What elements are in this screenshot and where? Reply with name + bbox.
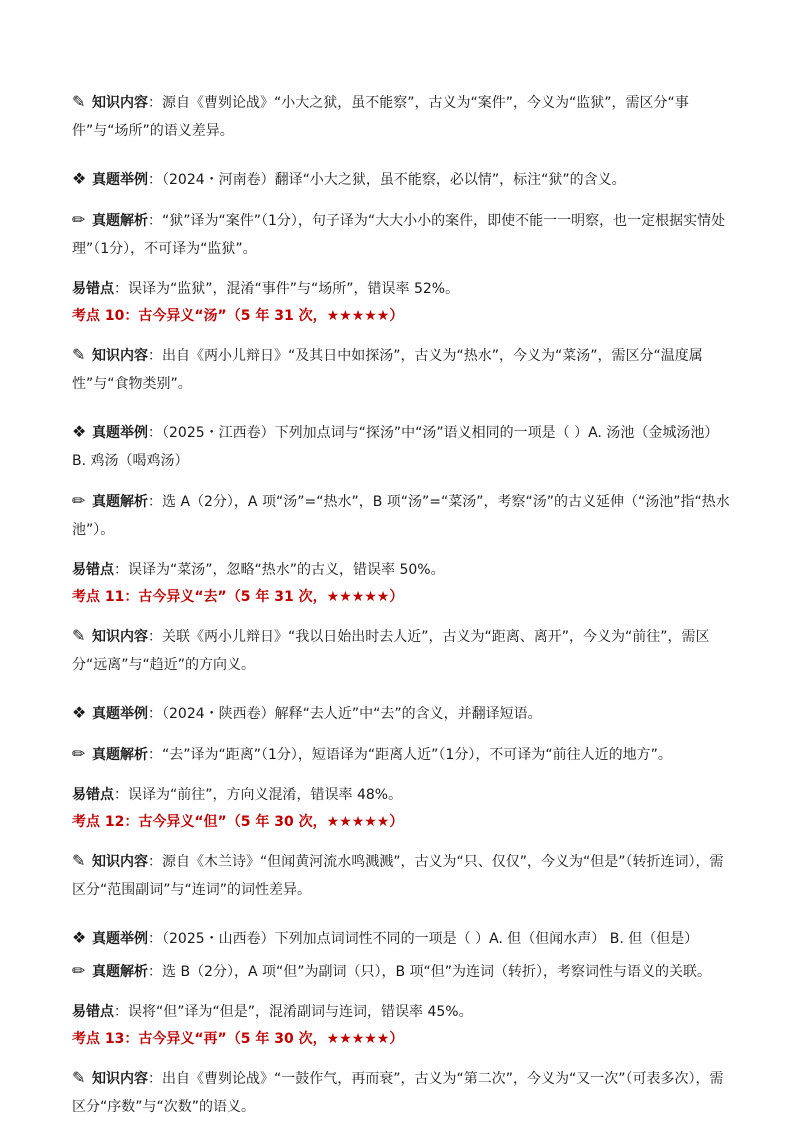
knowledge-label: 知识内容 [92,1071,148,1087]
pencil-icon: ✎ [72,345,86,364]
knowledge-paragraph [72,1064,730,1121]
pencil-icon: ✎ [72,851,86,870]
section-heading: 考点 11：古今异义“去”（5 年 31 次，★★★★★） [72,589,404,605]
knowledge-text: ：源自《曹刿论战》“小大之狱，虽不能察”，古义为“案件”，今义为“监狱”，需区分“事件”与“场所”的语义差异。 [72,95,689,139]
knowledge-label: 知识内容 [92,854,148,870]
knowledge-label: 知识内容 [92,95,148,111]
example-label: 真题举例 [92,172,148,188]
analysis-label: 真题解析 [92,747,148,763]
diamond-icon: ❖ [72,928,87,947]
knowledge-text: ：关联《两小儿辩日》“我以日始出时去人近”，古义为“距离、离开”，今义为“前往”，需区分“远离”与“趋近”的方向义。 [72,629,710,673]
knowledge-label: 知识内容 [92,629,148,645]
example-paragraph [72,165,730,194]
example-label: 真题举例 [92,931,148,947]
analysis-paragraph [72,487,730,544]
example-text: ：（2025・江西卷）下列加点词与“探汤”中“汤”语义相同的一项是（ ）A. 汤池（金城汤池） B. 鸡汤（喝鸡汤） [72,425,719,469]
analysis-paragraph [72,957,730,986]
section-heading: 考点 12：古今异义“但”（5 年 30 次，★★★★★） [72,814,404,830]
section-heading: 考点 10：古今异义“汤”（5 年 31 次，★★★★★） [72,308,404,324]
error-paragraph [72,998,730,1026]
example-text: ：（2025・山西卷）下列加点词词性不同的一项是（ ）A. 但（但闻水声） B. 但（但是） [148,931,699,947]
error-text: ：误译为“菜汤”，忽略“热水”的古义，错误率 50%。 [114,562,445,578]
pencil-icon: ✏ [72,961,86,980]
error-text: ：误译为“前往”，方向义混淆，错误率 48%。 [114,787,403,803]
error-text: ：误译为“监狱”，混淆“事件”与“场所”，错误率 52%。 [114,281,460,297]
pencil-icon: ✎ [72,1068,86,1087]
diamond-icon: ❖ [72,169,87,188]
example-paragraph [72,699,730,728]
knowledge-text: ：源自《木兰诗》“但闻黄河流水鸣溅溅”，古义为“只、仅仅”，今义为“但是”（转折连词），需区分“范围副词”与“连词”的词性差异。 [72,854,724,898]
example-text: ：（2024・河南卷）翻译“小大之狱，虽不能察，必以情”，标注“狱”的含义。 [148,172,626,188]
example-label: 真题举例 [92,706,148,722]
knowledge-paragraph [72,847,730,904]
analysis-text: ：“去”译为“距离”（1分），短语译为“距离人近”（1分），不可译为“前往人近的地方”。 [148,747,672,763]
pencil-icon: ✎ [72,92,86,111]
error-label: 易错点 [72,1004,114,1020]
error-label: 易错点 [72,787,114,803]
example-paragraph [72,418,730,475]
pencil-icon: ✎ [72,626,86,645]
error-paragraph [72,556,730,584]
error-paragraph [72,275,730,303]
analysis-label: 真题解析 [92,964,148,980]
analysis-label: 真题解析 [92,213,148,229]
pencil-icon: ✏ [72,744,86,763]
knowledge-text: ：出自《曹刿论战》“一鼓作气，再而衰”，古义为“第二次”，今义为“又一次”（可表多次），需区分“序数”与“次数”的语义。 [72,1071,724,1115]
example-text: ：（2024・陕西卷）解释“去人近”中“去”的含义，并翻译短语。 [148,706,542,722]
knowledge-paragraph [72,341,730,398]
knowledge-paragraph [72,622,730,679]
error-paragraph [72,781,730,809]
error-label: 易错点 [72,562,114,578]
diamond-icon: ❖ [72,422,87,441]
analysis-text: ：选 A（2分），A 项“汤”=“热水”，B 项“汤”=“菜汤”，考察“汤”的古义延伸（“汤池”指“热水池”）。 [72,494,730,538]
error-label: 易错点 [72,281,114,297]
error-text: ：误将“但”译为“但是”，混淆副词与连词，错误率 45%。 [114,1004,473,1020]
section-heading: 考点 13：古今异义“再”（5 年 30 次，★★★★★） [72,1031,404,1047]
analysis-text: ：“狱”译为“案件”（1分），句子译为“大大小小的案件，即使不能一一明察，也一定根据实情处理”（1分），不可译为“监狱”。 [72,213,726,257]
analysis-text: ：选 B（2分），A 项“但”为副词（只），B 项“但”为连词（转折），考察词性与语义的关联。 [148,964,712,980]
knowledge-paragraph [72,88,730,145]
diamond-icon: ❖ [72,703,87,722]
knowledge-text: ：出自《两小儿辩日》“及其日中如探汤”，古义为“热水”，今义为“菜汤”，需区分“温度属性”与“食物类别”。 [72,348,703,392]
knowledge-label: 知识内容 [92,348,148,364]
analysis-paragraph [72,740,730,769]
analysis-label: 真题解析 [92,494,148,510]
example-label: 真题举例 [92,425,148,441]
pencil-icon: ✏ [72,491,86,510]
example-paragraph [72,924,730,953]
pencil-icon: ✏ [72,210,86,229]
analysis-paragraph [72,206,730,263]
